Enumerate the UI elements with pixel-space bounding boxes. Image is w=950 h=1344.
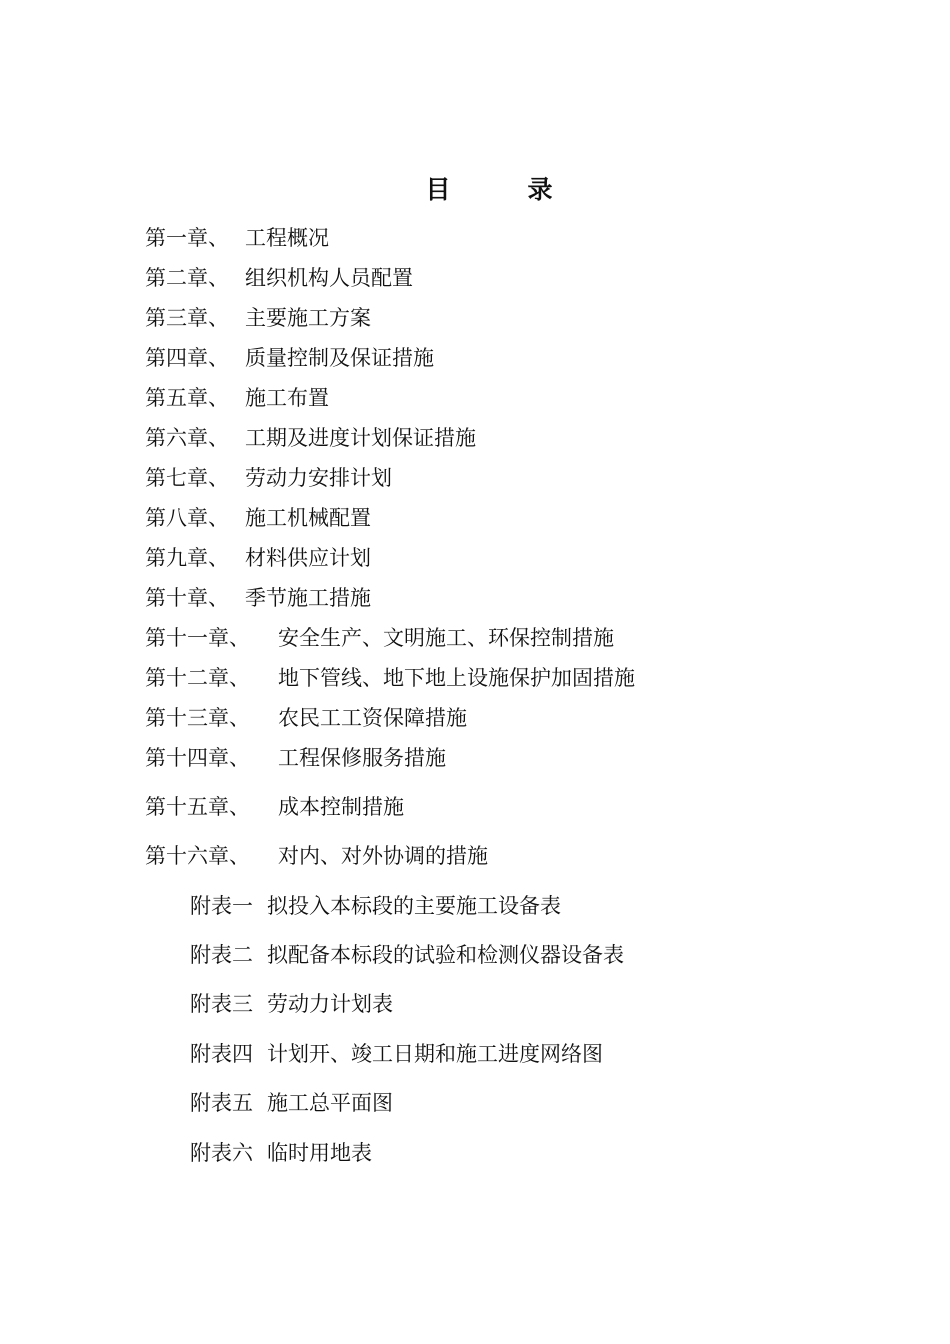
chapter-label: 第八章、	[145, 506, 229, 530]
chapter-title: 农民工工资保障措施	[278, 706, 467, 730]
appendix-label: 附表六	[190, 1141, 253, 1165]
chapter-title: 工程保修服务措施	[278, 746, 446, 770]
appendix-label: 附表四	[190, 1042, 253, 1066]
appendix-label: 附表二	[190, 943, 253, 967]
chapter-title: 施工机械配置	[245, 506, 371, 530]
chapter-title: 材料供应计划	[245, 546, 371, 570]
chapter-label: 第十章、	[145, 586, 229, 610]
chapter-title: 季节施工措施	[245, 586, 371, 610]
chapter-title: 成本控制措施	[278, 795, 404, 819]
chapter-title: 安全生产、文明施工、环保控制措施	[278, 626, 614, 650]
chapter-label: 第十四章、	[145, 746, 250, 770]
chapter-label: 第十六章、	[145, 844, 250, 868]
chapter-label: 第十三章、	[145, 706, 250, 730]
chapter-label: 第七章、	[145, 466, 229, 490]
appendix-title: 劳动力计划表	[267, 992, 393, 1016]
chapter-label: 第九章、	[145, 546, 229, 570]
appendix-label: 附表三	[190, 992, 253, 1016]
appendix-title: 拟投入本标段的主要施工设备表	[267, 894, 561, 918]
appendix-title: 计划开、竣工日期和施工进度网络图	[267, 1042, 603, 1066]
chapter-label: 第五章、	[145, 386, 229, 410]
chapter-label: 第三章、	[145, 306, 229, 330]
chapter-label: 第十二章、	[145, 666, 250, 690]
chapter-label: 第十一章、	[145, 626, 250, 650]
chapter-title: 地下管线、地下地上设施保护加固措施	[278, 666, 635, 690]
chapter-label: 第四章、	[145, 346, 229, 370]
chapter-title: 工程概况	[245, 226, 329, 250]
chapter-title: 组织机构人员配置	[245, 266, 413, 290]
chapter-title: 对内、对外协调的措施	[278, 844, 488, 868]
chapter-title: 质量控制及保证措施	[245, 346, 434, 370]
chapter-title: 主要施工方案	[245, 306, 371, 330]
appendix-label: 附表五	[190, 1091, 253, 1115]
appendix-title: 施工总平面图	[267, 1091, 393, 1115]
chapter-title: 工期及进度计划保证措施	[245, 426, 476, 450]
appendix-title: 临时用地表	[267, 1141, 372, 1165]
chapter-label: 第二章、	[145, 266, 229, 290]
chapter-label: 第六章、	[145, 426, 229, 450]
page-title: 目 录	[425, 175, 579, 204]
chapter-title: 施工布置	[245, 386, 329, 410]
appendix-title: 拟配备本标段的试验和检测仪器设备表	[267, 943, 624, 967]
chapter-label: 第十五章、	[145, 795, 250, 819]
chapter-label: 第一章、	[145, 226, 229, 250]
appendix-label: 附表一	[190, 894, 253, 918]
chapter-title: 劳动力安排计划	[245, 466, 392, 490]
